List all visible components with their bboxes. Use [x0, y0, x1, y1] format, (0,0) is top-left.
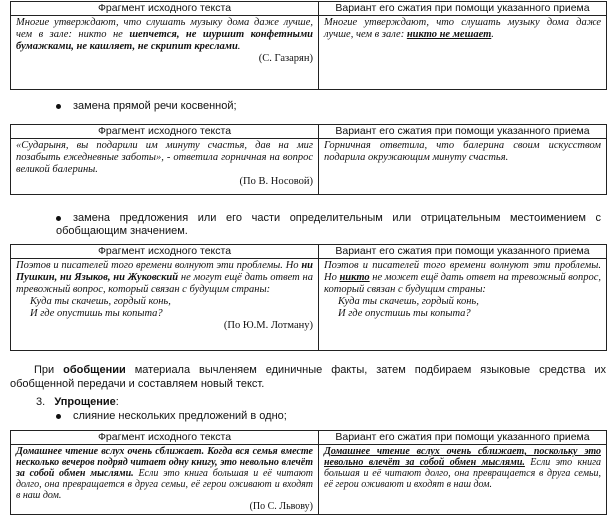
- section-title: Упрощение: [54, 396, 116, 408]
- poem-line: Куда ты скачешь, гордый конь,: [338, 296, 479, 307]
- poem-line: И где опустишь ты копыта?: [30, 308, 163, 319]
- bullet-item: слияние нескольких предложений в одно;: [56, 410, 287, 423]
- table4-compressed-text: Домашнее чтение вслух очень сближает, поскольку это невольно влечёт за собой обмен мыслями. Если это книга большая и её читают долго, она превращается в друга семьи, её герои оживают и входят в наш дом.: [319, 445, 607, 515]
- source-author: (С. Газарян): [258, 53, 313, 64]
- header-compressed-variant: Вариант его сжатия при помощи указанного приема: [319, 431, 607, 445]
- bullet-icon: [56, 414, 61, 419]
- highlighted-phrase: Домашнее чтение вслух очень сближает, поскольку это невольно влечёт за собой обмен мыслями.: [324, 446, 601, 468]
- bullet-item: замена предложения или его части определительным или отрицательным местоимением с обобщающим значением.: [56, 212, 601, 237]
- highlighted-phrase: ни Пушкин, ни Языков, ни Жуковский: [16, 260, 313, 283]
- bullet-item: замена прямой речи косвенной;: [56, 100, 237, 113]
- table1-source-text: Многие утверждают, что слушать музыку дома даже лучше, чем в зале: никто не шепчется, не шуршит конфетными бумажками, не кашляет, не скрипит креслами. (С. Газарян): [11, 16, 319, 90]
- bullet-icon: [56, 216, 61, 221]
- table1-compressed-text: Многие утверждают, что слушать музыку дома даже лучше, чем в зале: никто не мешает.: [319, 16, 607, 90]
- highlighted-term: обобщении: [63, 364, 126, 376]
- header-source-fragment: Фрагмент исходного текста: [11, 245, 319, 259]
- paragraph-generalization: При обобщении материала вычленяем единичные факты, затем подбираем языковые средства их обобщенной передачи и составляем новый текст.: [10, 364, 606, 390]
- section-heading: 3. Упрощение:: [36, 396, 119, 408]
- example-table-1: [10, 1, 607, 90]
- poem-line: И где опустишь ты копыта?: [338, 308, 471, 319]
- header-source-fragment: Фрагмент исходного текста: [11, 431, 319, 445]
- header-compressed-variant: Вариант его сжатия при помощи указанного приема: [319, 2, 607, 16]
- header-source-fragment: Фрагмент исходного текста: [11, 125, 319, 139]
- highlighted-phrase: никто не мешает: [406, 29, 492, 40]
- section-number: 3.: [36, 396, 46, 408]
- source-author: (По В. Носовой): [239, 176, 313, 187]
- table3-compressed-text: Поэтов и писателей того времени волнуют эти проблемы. Но никто не может ещё дать ответ на тревожный вопрос, который связан с будущим страны: Куда ты скачешь, гордый конь, И где опустишь ты копыта?: [319, 259, 607, 351]
- example-table-4: [10, 430, 607, 515]
- table4-source-text: Домашнее чтение вслух очень сближает. Когда вся семья вместе несколько вечеров подряд читает одну книгу, это невольно влечёт за собой обмен мыслями. Если это книга большая и её читают долго, она превращается в друга семьи, её герои оживают и входят в наш дом. (По С. Львову): [11, 445, 319, 515]
- table2-compressed-text: Горничная ответила, что балерина своим искусством подарила окружающим минуту счастья.: [319, 139, 607, 195]
- source-author: (По Ю.М. Лотману): [223, 320, 313, 331]
- highlighted-phrase: никто: [339, 272, 370, 283]
- example-table-3: [10, 244, 607, 351]
- bullet-icon: [56, 104, 61, 109]
- header-compressed-variant: Вариант его сжатия при помощи указанного приема: [319, 245, 607, 259]
- table3-source-text: Поэтов и писателей того времени волнуют эти проблемы. Но ни Пушкин, ни Языков, ни Жуковский не могут ещё дать ответ на тревожный вопрос, который связан с будущим страны: Куда ты скачешь, гордый конь, И где опустишь ты копыта? (По Ю.М. Лотману): [11, 259, 319, 351]
- table2-source-text: «Сударыня, вы подарили им минуту счастья, дав на миг позабыть ежедневные заботы», - ответила горничная на вопрос великой балерины. (По В. Носовой): [11, 139, 319, 195]
- header-source-fragment: Фрагмент исходного текста: [11, 2, 319, 16]
- poem-line: Куда ты скачешь, гордый конь,: [30, 296, 171, 307]
- source-author: (По С. Львову): [249, 501, 313, 512]
- example-table-2: [10, 124, 607, 195]
- highlighted-phrase: шепчется, не шуршит конфетными бумажками, не кашляет, не скрипит креслами: [16, 29, 313, 52]
- header-compressed-variant: Вариант его сжатия при помощи указанного приема: [319, 125, 607, 139]
- highlighted-phrase: Домашнее чтение вслух очень сближает. Когда вся семья вместе несколько вечеров подряд читает одну книгу, это невольно влечёт за собой обмен мыслями.: [16, 446, 313, 479]
